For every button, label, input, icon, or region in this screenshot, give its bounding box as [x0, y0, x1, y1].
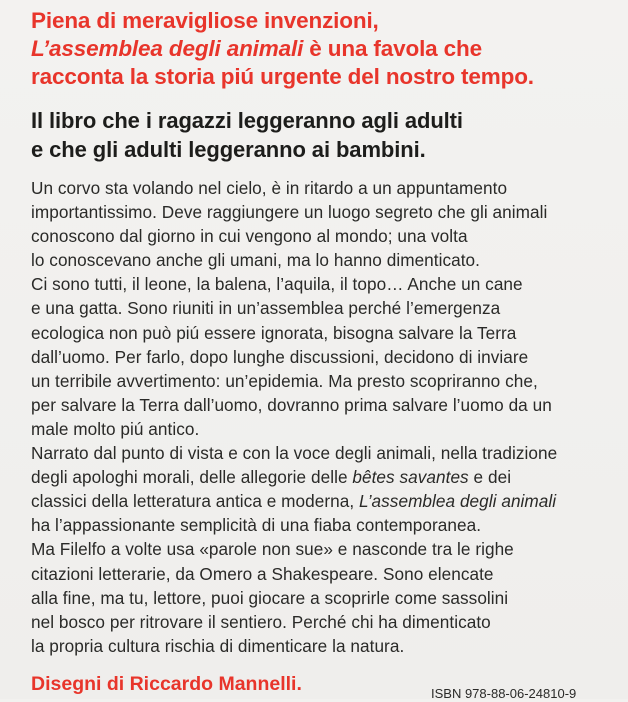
book-title-italic: L’assemblea degli animali [31, 36, 304, 61]
synopsis-line: Narrato dal punto di vista e con la voce degli animali, nella tradizione [31, 443, 558, 464]
illustrator-credit: Disegni di Riccardo Mannelli. [31, 673, 302, 695]
synopsis-fragment: classici della letteratura antica e moderna, [31, 491, 360, 512]
tagline-line-2: e che gli adulti leggeranno ai bambini. [31, 137, 426, 162]
synopsis-line: conoscono dal giorno in cui vengono al mondo; una volta [31, 226, 468, 247]
tagline-line-1: Il libro che i ragazzi leggeranno agli adulti [31, 108, 463, 133]
synopsis-italic: L’assemblea degli animali [359, 491, 557, 512]
synopsis-line [31, 465, 621, 489]
synopsis-line: la propria cultura rischia di dimenticare la natura. [31, 635, 405, 656]
tagline [31, 106, 621, 164]
synopsis-line: citazioni letterarie, da Omero a Shakespeare. Sono elencate [31, 563, 494, 584]
synopsis-line: e una gatta. Sono riuniti in un’assemblea perché l’emergenza [31, 298, 501, 319]
synopsis-line: nel bosco per ritrovare il sentiero. Perché chi ha dimenticato [31, 611, 491, 632]
synopsis-line: Ma Filelfo a volte usa «parole non sue» e nasconde tra le righe [31, 539, 514, 560]
intro-line-3: racconta la storia piú urgente del nostro tempo. [31, 64, 534, 89]
synopsis-line: un terribile avvertimento: un’epidemia. Ma presto scopriranno che, [31, 370, 538, 391]
synopsis [31, 176, 621, 658]
synopsis-line: ha l’appassionante semplicità di una fiaba contemporanea. [31, 515, 482, 536]
intro-line-2-rest: è una favola che [303, 36, 482, 61]
synopsis-line: dall’uomo. Per farlo, dopo lunghe discussioni, decidono di inviare [31, 346, 529, 367]
synopsis-line: per salvare la Terra dall’uomo, dovranno prima salvare l’uomo da un [31, 394, 552, 415]
synopsis-line: lo conoscevano anche gli umani, ma lo hanno dimenticato. [31, 250, 480, 271]
synopsis-fragment: degli apologhi morali, delle allegorie delle [31, 467, 353, 488]
intro-line-1: Piena di meravigliose invenzioni, [31, 8, 379, 33]
intro-line-2 [31, 35, 621, 63]
synopsis-line: Un corvo sta volando nel cielo, è in ritardo a un appuntamento [31, 178, 508, 198]
synopsis-fragment: e dei [468, 467, 512, 488]
synopsis-line: male molto piú antico. [31, 418, 200, 439]
synopsis-line: Ci sono tutti, il leone, la balena, l’aquila, il topo… Anche un cane [31, 274, 523, 295]
synopsis-line: alla fine, ma tu, lettore, puoi giocare a scoprirle come sassolini [31, 587, 509, 608]
synopsis-line: ecologica non può piú essere ignorata, bisogna salvare la Terra [31, 322, 517, 343]
intro-blurb [31, 7, 621, 91]
synopsis-line [31, 489, 621, 513]
synopsis-line: importantissimo. Deve raggiungere un luogo segreto che gli animali [31, 202, 548, 223]
isbn-number: ISBN 978-88-06-24810-9 [431, 686, 577, 701]
synopsis-italic: bêtes savantes [352, 467, 469, 488]
